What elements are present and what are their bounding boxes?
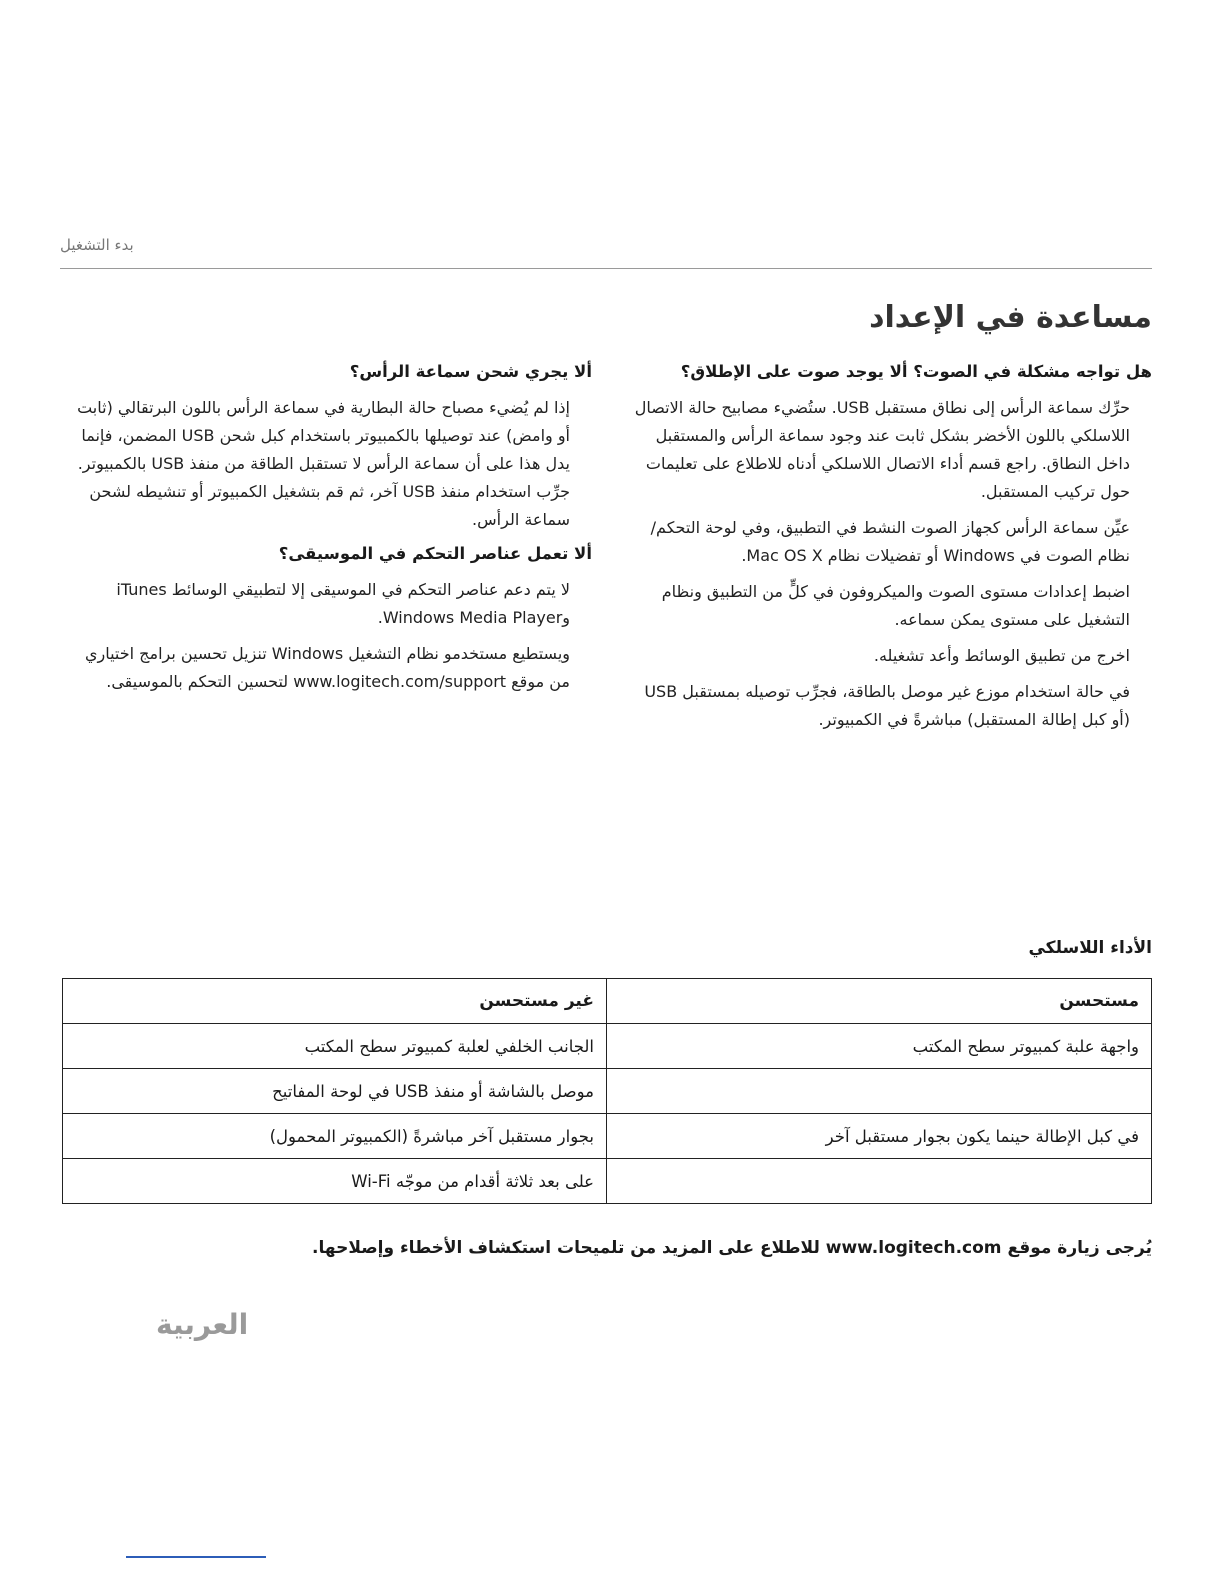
charging-music-column [62,360,592,704]
language-label: العربية [156,1308,249,1341]
header-rule [60,268,1152,269]
charging-tip: إذا لم يُضيء مصباح حالة البطارية في سماعة الرأس باللون البرتقالي (ثابت أو وامض) عند توصيلها بالكمبيوتر باستخدام كبل شحن USB المضمن، فإنما يدل هذا على أن سماعة الرأس لا تستقبل الطاقة من منفذ USB بالكمبيوتر. جرِّب استخدام منفذ USB آخر، ثم قم بتشغيل الكمبيوتر أو تنشيطه لشحن سماعة الرأس. [77,397,570,529]
not-preferred-header: غير مستحسن [63,979,607,1024]
not-preferred-cell: بجوار مستقبل آخر مباشرةً (الكمبيوتر المحمول) [63,1114,607,1159]
not-preferred-cell: موصل بالشاشة أو منفذ USB في لوحة المفاتيح [63,1069,607,1114]
support-website-note: يُرجى زيارة موقع www.logitech.com للاطلاع على المزيد من تلميحات استكشاف الأخطاء وإصلاحها. [312,1238,1152,1258]
table-row [63,1159,1152,1204]
audio-tip-4: اخرج من تطبيق الوسائط وأعد تشغيله. [873,645,1130,665]
preferred-header: مستحسن [607,979,1152,1024]
preferred-cell: في كبل الإطالة حينما يكون بجوار مستقبل آخر [607,1114,1152,1159]
table-row [63,1114,1152,1159]
bottom-accent-line [126,1556,266,1558]
preferred-cell: واجهة علبة كمبيوتر سطح المكتب [607,1024,1152,1069]
audio-tip-5: في حالة استخدام موزع غير موصل بالطاقة، فجرِّب توصيله بمستقبل USB (أو كبل إطالة المستقبل) مباشرةً في الكمبيوتر. [644,681,1130,729]
wireless-performance-label: الأداء اللاسلكي [1028,938,1152,958]
preferred-cell [607,1069,1152,1114]
table-row [63,1069,1152,1114]
music-controls-tip-2: ويستطيع مستخدمو نظام التشغيل Windows تنزيل تحسين برامج اختياري من موقع www.logitech.com/support لتحسين التحكم بالموسيقى. [84,643,570,691]
charging-question: ألا يجري شحن سماعة الرأس؟ [349,362,592,381]
audio-tip-2: عيِّن سماعة الرأس كجهاز الصوت النشط في التطبيق، وفي لوحة التحكم/نظام الصوت في Windows أو تفضيلات نظام Mac OS X. [650,517,1130,565]
page-title: مساعدة في الإعداد [869,300,1152,335]
table-header-row [63,979,1152,1024]
table-row [63,1024,1152,1069]
not-preferred-cell: الجانب الخلفي لعلبة كمبيوتر سطح المكتب [63,1024,607,1069]
running-head: بدء التشغيل [60,236,134,254]
audio-troubleshooting-column [622,360,1152,742]
audio-tip-3: اضبط إعدادات مستوى الصوت والميكروفون في كلٍّ من التطبيق ونظام التشغيل على مستوى يمكن سماعه. [661,581,1130,629]
music-controls-tip-1: لا يتم دعم عناصر التحكم في الموسيقى إلا لتطبيقي الوسائط iTunes وWindows Media Player. [116,579,570,627]
preferred-cell [607,1159,1152,1204]
not-preferred-cell: على بعد ثلاثة أقدام من موجّه Wi-Fi [63,1159,607,1204]
wireless-performance-table [62,978,1152,1204]
audio-question: هل تواجه مشكلة في الصوت؟ ألا يوجد صوت على الإطلاق؟ [680,362,1152,381]
music-controls-question: ألا تعمل عناصر التحكم في الموسيقى؟ [278,543,592,563]
audio-tip-1: حرِّك سماعة الرأس إلى نطاق مستقبل USB. ستُضيء مصابيح حالة الاتصال اللاسلكي باللون الأخضر بشكل ثابت عند وجود سماعة الرأس والمستقبل داخل النطاق. راجع قسم أداء الاتصال اللاسلكي أدناه للاطلاع على تعليمات حول تركيب المستقبل. [634,397,1130,501]
